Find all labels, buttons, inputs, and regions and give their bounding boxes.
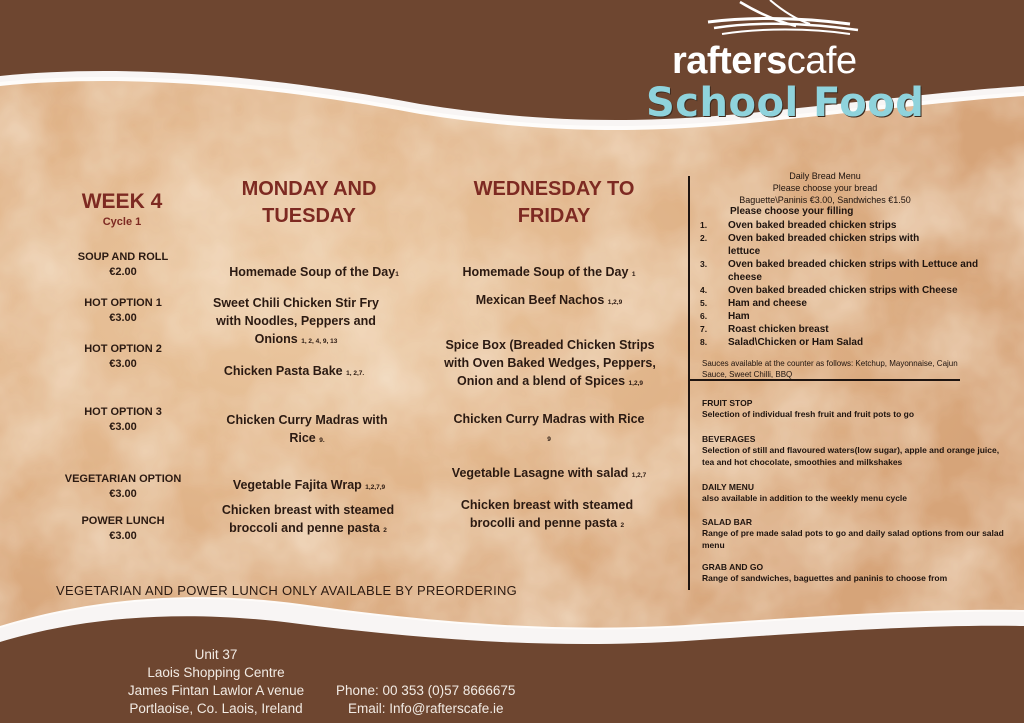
row-label-text: HOT OPTION 2 — [84, 343, 162, 355]
list-item — [700, 297, 1012, 310]
row-label-text: SOUP AND ROLL — [77, 251, 169, 263]
row-label-text: VEGETARIAN OPTION — [64, 473, 182, 485]
extras-heading: FRUIT STOP — [702, 398, 753, 408]
filling-number: 3. — [700, 259, 708, 269]
mon-tue-soup — [214, 263, 414, 284]
menu-item-text: Chicken breast with steamed brocolli and penne pasta — [460, 498, 634, 530]
bread-menu-prices: Baguette\Paninis €3.00, Sandwiches €1.50 — [739, 195, 911, 205]
filling-text: Salad\Chicken or Ham Salad — [728, 337, 864, 348]
filling-number: 6. — [700, 311, 708, 321]
wed-fri-hot-1 — [446, 291, 652, 312]
filling-text: Oven baked breaded chicken strips with Cheese — [728, 285, 958, 296]
list-item — [700, 219, 1012, 232]
mon-tue-hot-3 — [214, 411, 400, 450]
filling-number: 1. — [700, 220, 708, 230]
allergen-codes: 1, 2,7. — [346, 370, 365, 377]
filling-text: Oven baked breaded chicken strips — [728, 220, 897, 231]
extras-text: Selection of individual fresh fruit and fruit pots to go — [702, 409, 915, 419]
list-item — [700, 258, 1012, 284]
filling-number: 2. — [700, 233, 708, 243]
bread-menu-header — [700, 170, 950, 206]
allergen-codes: 1,2,7 — [631, 472, 647, 479]
row-label-text: HOT OPTION 3 — [84, 406, 162, 418]
row-label-hot-1 — [50, 296, 196, 326]
row-label-text: POWER LUNCH — [81, 515, 165, 527]
brand-name-bold: rafters — [672, 40, 787, 82]
filling-text: Oven baked breaded chicken strips with Lettuce and cheese — [728, 259, 979, 283]
menu-item-text: Chicken Curry Madras with Rice — [226, 413, 388, 445]
extras-grab-and-go — [702, 562, 1008, 584]
bread-menu-title: Daily Bread Menu — [789, 171, 861, 181]
row-label-hot-3 — [50, 405, 196, 435]
filling-list — [700, 219, 1012, 349]
list-item — [700, 310, 1012, 323]
mon-tue-vegetarian — [214, 476, 404, 497]
column-heading-mon-tue: MONDAY AND TUESDAY — [241, 178, 377, 227]
list-item — [700, 284, 1012, 297]
column-heading-wed-fri: WEDNESDAY TO FRIDAY — [473, 178, 635, 227]
brand-name — [672, 40, 857, 83]
allergen-codes: 9 — [547, 436, 551, 443]
menu-item-text: Sweet Chili Chicken Stir Fry with Noodles, Peppers and Onions — [212, 296, 379, 346]
extras-text: Selection of still and flavoured waters(low sugar), apple and orange juice, tea and hot chocolate, smoothies and milkshakes — [702, 445, 1000, 467]
extras-salad-bar — [702, 517, 1008, 551]
row-label-vegetarian — [50, 472, 196, 502]
row-price: €3.00 — [109, 312, 137, 324]
menu-item-text: Mexican Beef Nachos — [475, 293, 605, 307]
filling-text: Roast chicken breast — [728, 324, 829, 335]
menu-item-text: Vegetable Fajita Wrap — [232, 478, 362, 492]
allergen-codes: 9. — [319, 437, 325, 444]
extras-beverages — [702, 434, 1008, 468]
allergen-codes: 1,2,9 — [628, 380, 644, 387]
allergen-codes: 2 — [620, 522, 625, 529]
sauces-note: Sauces available at the counter as follows: Ketchup, Mayonnaise, Cajun Sauce, Sweet Chilli, BBQ — [702, 359, 958, 379]
row-label-hot-2 — [50, 342, 196, 372]
row-price: €3.00 — [109, 488, 137, 500]
menu-item-text: Chicken Curry Madras with Rice — [453, 412, 645, 426]
wed-fri-vegetarian — [444, 464, 654, 485]
filling-number: 4. — [700, 285, 708, 295]
address-line: Laois Shopping Centre — [147, 665, 285, 680]
allergen-codes: 1 — [395, 271, 399, 278]
brand-tagline: School Food — [646, 80, 925, 126]
list-item — [700, 323, 1012, 336]
extras-heading: SALAD BAR — [702, 517, 753, 527]
row-label-power-lunch — [50, 514, 196, 544]
extras-heading: DAILY MENU — [702, 482, 754, 492]
menu-item-text: Vegetable Lasagne with salad — [451, 466, 629, 480]
filling-text: Ham — [728, 311, 750, 322]
menu-item-text: Homemade Soup of the Day — [462, 265, 629, 279]
address-line: James Fintan Lawlor A venue — [127, 683, 305, 698]
address-line: Portlaoise, Co. Laois, Ireland — [129, 701, 303, 716]
extras-fruit-stop — [702, 398, 1008, 420]
week-cycle: Cycle 1 — [102, 216, 142, 228]
list-item — [700, 336, 1012, 349]
panel-divider-vertical — [688, 176, 690, 590]
row-price: €2.00 — [109, 266, 137, 278]
row-label-soup — [50, 250, 196, 280]
extras-text: also available in addition to the weekly menu cycle — [702, 493, 908, 503]
mon-tue-hot-1 — [208, 294, 384, 351]
allergen-codes: 1,2,9 — [607, 299, 623, 306]
footer-contact — [336, 682, 548, 718]
row-price: €3.00 — [109, 530, 137, 542]
bread-menu-choose-bread: Please choose your bread — [772, 183, 878, 193]
footer-address — [112, 646, 320, 718]
wed-fri-soup — [446, 263, 652, 284]
address-line: Unit 37 — [194, 647, 238, 662]
extras-text: Range of pre made salad pots to go and daily salad options from our salad menu — [702, 528, 1004, 550]
footer-email[interactable]: Email: Info@rafterscafe.ie — [348, 701, 504, 716]
filling-number: 7. — [700, 324, 708, 334]
mon-tue-hot-2 — [214, 362, 374, 383]
allergen-codes: 1, 2, 4, 9, 13 — [301, 338, 338, 345]
row-price: €3.00 — [109, 421, 137, 433]
row-label-text: HOT OPTION 1 — [84, 297, 162, 309]
extras-text: Range of sandwiches, baguettes and paninis to choose from — [702, 573, 948, 583]
filling-number: 5. — [700, 298, 708, 308]
wed-fri-power-lunch — [454, 496, 640, 535]
brand-name-light: cafe — [786, 40, 857, 82]
allergen-codes: 2 — [383, 527, 387, 534]
bread-menu-choose-filling: Please choose your filling — [730, 206, 854, 217]
extras-daily-menu — [702, 482, 1008, 504]
list-item — [700, 232, 1012, 258]
week-title: WEEK 4 — [81, 190, 163, 213]
menu-item-text: Chicken Pasta Bake — [223, 364, 343, 378]
menu-item-text: Spice Box (Breaded Chicken Strips with Oven Baked Wedges, Peppers, Onion and a blend of Spices — [444, 338, 656, 388]
filling-number: 8. — [700, 337, 708, 347]
preorder-notice: VEGETARIAN AND POWER LUNCH ONLY AVAILABLE BY PREORDERING — [56, 583, 518, 598]
footer-phone: Phone: 00 353 (0)57 8666675 — [336, 683, 516, 698]
filling-text: Oven baked breaded chicken strips with lettuce — [728, 233, 920, 257]
extras-heading: BEVERAGES — [702, 434, 756, 444]
menu-item-text: Chicken breast with steamed broccoli and penne pasta — [221, 503, 395, 535]
menu-item-text: Homemade Soup of the Day — [229, 265, 396, 279]
extras-heading: GRAB AND GO — [702, 562, 764, 572]
allergen-codes: 1 — [631, 271, 636, 278]
allergen-codes: 1,2,7,9 — [365, 484, 386, 491]
wed-fri-hot-2 — [444, 336, 656, 393]
mon-tue-power-lunch — [210, 501, 406, 540]
row-price: €3.00 — [109, 358, 137, 370]
wed-fri-hot-3 — [444, 410, 654, 449]
filling-text: Ham and cheese — [728, 298, 807, 309]
